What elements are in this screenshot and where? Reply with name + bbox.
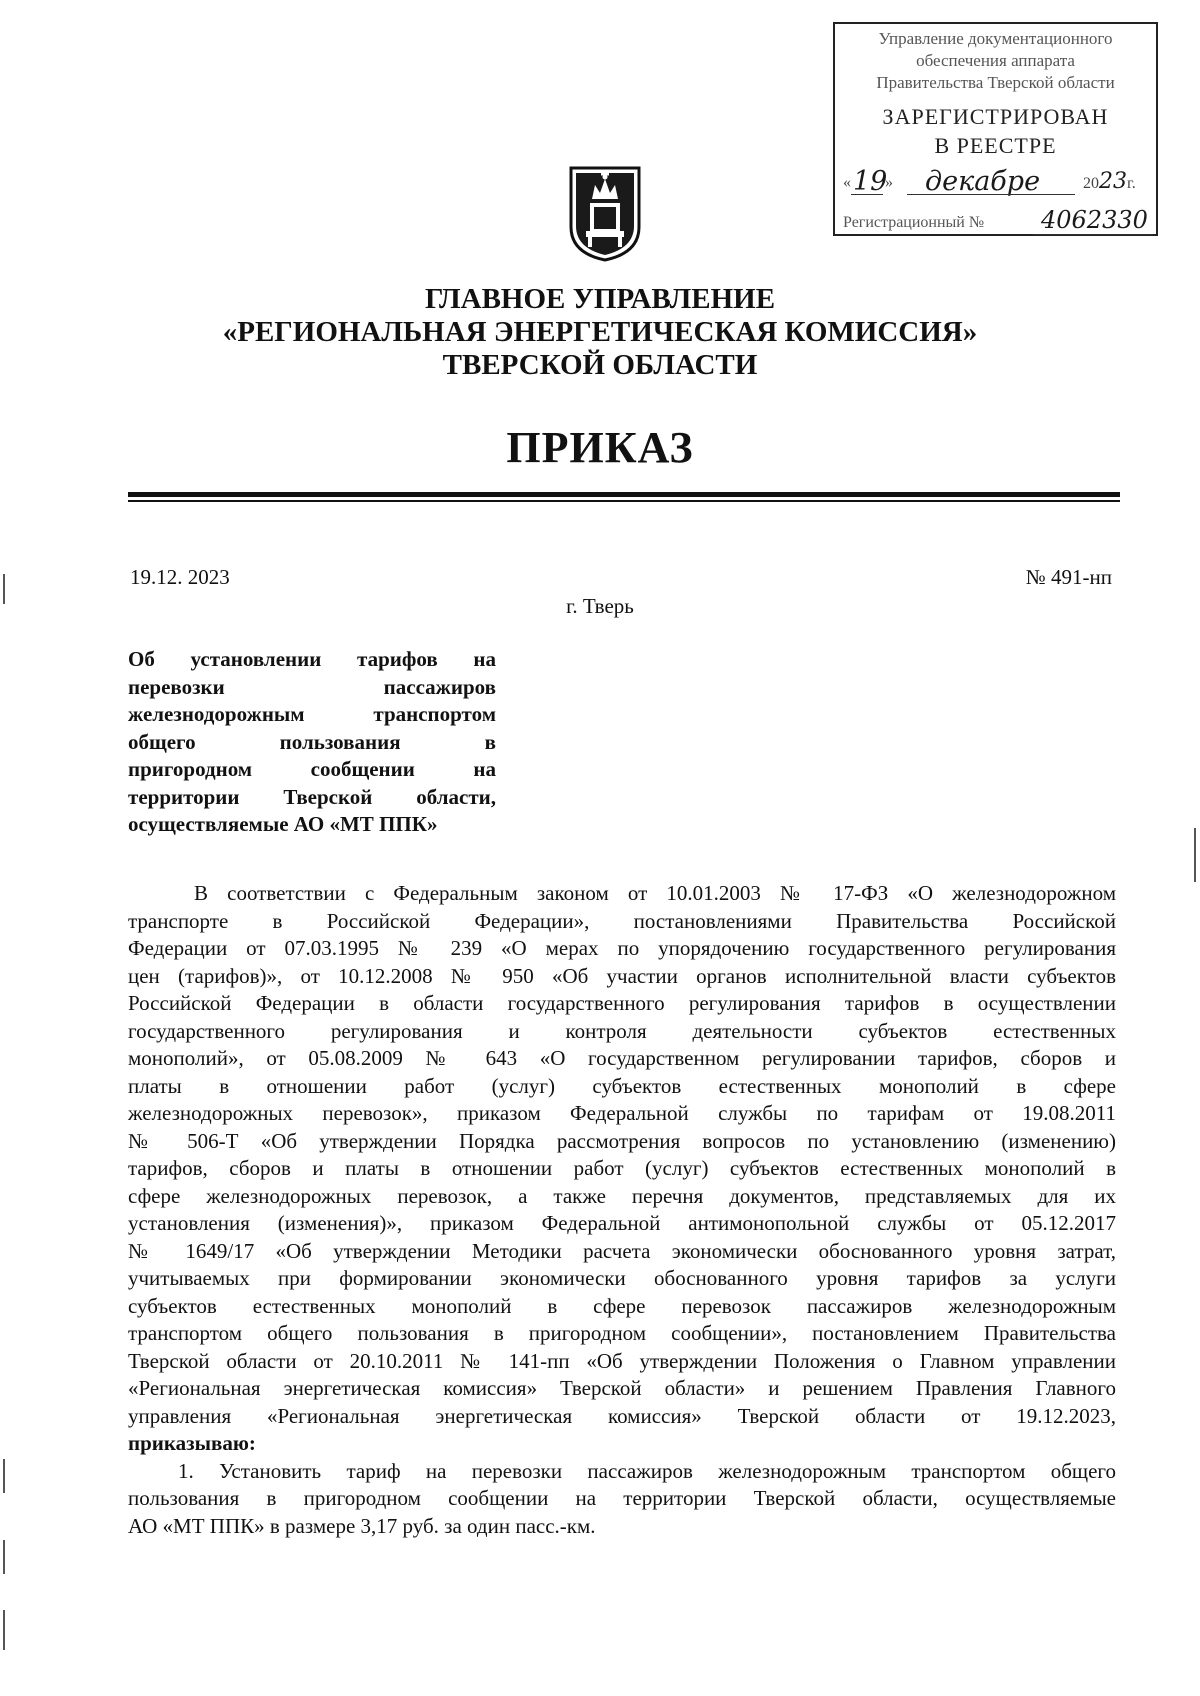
body-line: платы в отношении работ (услуг) субъектов естественных монополий в сфере: [128, 1073, 1116, 1098]
subject-line: общего пользования в: [128, 729, 496, 754]
body-line: учитываемых при формировании экономически обоснованного уровня тарифов за услуги: [128, 1266, 1116, 1290]
body-line: установления (изменения)», приказом Федеральной антимонопольной службы от 05.12.2017: [128, 1211, 1116, 1235]
subject-line: железнодорожным транспортом: [128, 702, 496, 726]
stamp-number-label: Регистрационный №: [843, 214, 985, 231]
body-line: «Региональная энергетическая комиссия» Тверской области» и решением Правления Главного: [128, 1376, 1116, 1400]
organization-title-line: «РЕГИОНАЛЬНАЯ ЭНЕРГЕТИЧЕСКАЯ КОМИССИЯ»: [222, 316, 978, 348]
body-line: пользования в пригородном сообщении на территории Тверской области, осуществляемые: [128, 1486, 1116, 1510]
body-line: транспорте в Российской Федерации», постановлениями Правительства Российской: [128, 908, 1116, 933]
body-line: управления «Региональная энергетическая комиссия» Тверской области от 19.12.2023,: [128, 1403, 1116, 1428]
subject-line: перевозки пассажиров: [128, 674, 496, 699]
scan-edge-mark: [3, 574, 5, 604]
subject-line: пригородном сообщении на: [128, 757, 496, 781]
body-line: цен (тарифов)», от 10.12.2008 № 950 «Об участии органов исполнительной власти субъектов: [128, 963, 1116, 988]
body-line: Федерации от 07.03.1995 № 239 «О мерах по упорядочению государственного регулирования: [128, 936, 1116, 960]
scan-edge-mark: [3, 1610, 5, 1650]
organization-title-line: ТВЕРСКОЙ ОБЛАСТИ: [442, 349, 758, 381]
body-line: тарифов, сборов и платы в отношении работ (услуг) субъектов естественных монополий в: [128, 1156, 1116, 1180]
body-line: № 506-Т «Об утверждении Порядка рассмотрения вопросов по установлению (изменению): [128, 1128, 1116, 1153]
body-line: субъектов естественных монополий в сфере перевозок пассажиров железнодорожным: [128, 1293, 1116, 1318]
body-line: монополий», от 05.08.2009 № 643 «О государственном регулировании тарифов, сборов и: [128, 1046, 1116, 1070]
order-keyword: приказываю:: [128, 1431, 256, 1455]
body-line: сфере железнодорожных перевозок, а также перечня документов, представляемых для их: [128, 1183, 1116, 1208]
stamp-date-year-prefix: 20: [1083, 175, 1099, 192]
stamp-date-day: 19: [853, 166, 888, 197]
subject-line: Об установлении тарифов на: [128, 647, 496, 671]
subject-line: территории Тверской области,: [128, 784, 496, 809]
stamp-org-line: Правительства Тверской области: [876, 73, 1115, 92]
organization-title-line: ГЛАВНОЕ УПРАВЛЕНИЕ: [424, 283, 776, 315]
stamp-org-line: Управление документационного: [878, 29, 1113, 48]
body-line: Российской Федерации в области государственного регулирования тарифов в осуществлении: [128, 991, 1116, 1015]
scan-edge-mark: [1194, 828, 1196, 882]
scan-edge-mark: [3, 1540, 5, 1574]
registration-stamp: Управление документационного обеспечения аппарата Правительства Тверской области ЗАРЕГИСТРИРОВАН В РЕЕСТРЕ « 19 » декабре 2023г. Регистрационный № 4062330: [833, 22, 1158, 236]
stamp-org-line: обеспечения аппарата: [916, 51, 1075, 70]
stamp-number-value: 4062330: [1041, 206, 1148, 234]
document-body: [128, 880, 1116, 1540]
body-line: № 1649/17 «Об утверждении Методики расчета экономически обоснованного уровня затрат,: [128, 1238, 1116, 1263]
document-subject: [128, 646, 496, 839]
stamp-date-month: декабре: [925, 166, 1041, 197]
body-line: В соответствии с Федеральным законом от 10.01.2003 № 17-ФЗ «О железнодорожном: [194, 881, 1116, 905]
body-line: транспортом общего пользования в пригородном сообщении», постановлением Правительства: [128, 1321, 1116, 1345]
document-number: № 491-нп: [1025, 565, 1112, 589]
order-item-1: 1. Установить тариф на перевозки пассажиров железнодорожным транспортом общего: [178, 1458, 1116, 1483]
stamp-organization: [835, 28, 1156, 94]
stamp-date-year-suffix: 23: [1099, 169, 1127, 194]
body-line: Тверской области от 20.10.2011 № 141-пп «Об утверждении Положения о Главном управлении: [128, 1348, 1116, 1373]
organization-title: [0, 283, 1200, 382]
body-line: АО «МТ ППК» в размере 3,17 руб. за один пасс.-км.: [128, 1513, 596, 1538]
subject-line: осуществляемые АО «МТ ППК»: [128, 812, 438, 836]
header-rule-thin: [128, 500, 1120, 502]
document-date: 19.12. 2023: [130, 565, 230, 589]
tver-coat-of-arms-icon: [568, 165, 642, 263]
stamp-reg-line: ЗАРЕГИСТРИРОВАН: [882, 104, 1109, 129]
body-line: государственного регулирования и контроля деятельности субъектов естественных: [128, 1018, 1116, 1043]
document-city: г. Тверь: [566, 594, 634, 618]
stamp-registration-number: [843, 206, 1150, 234]
stamp-date-year-unit: г.: [1127, 175, 1136, 192]
body-line: железнодорожных перевозок», приказом Федеральной службы по тарифам от 19.08.2011: [128, 1101, 1116, 1125]
stamp-reg-line: В РЕЕСТРЕ: [934, 133, 1057, 158]
header-rule-thick: [128, 492, 1120, 497]
stamp-registered-label: [835, 102, 1156, 160]
document-type: ПРИКАЗ: [506, 423, 694, 472]
scan-edge-mark: [3, 1459, 5, 1493]
